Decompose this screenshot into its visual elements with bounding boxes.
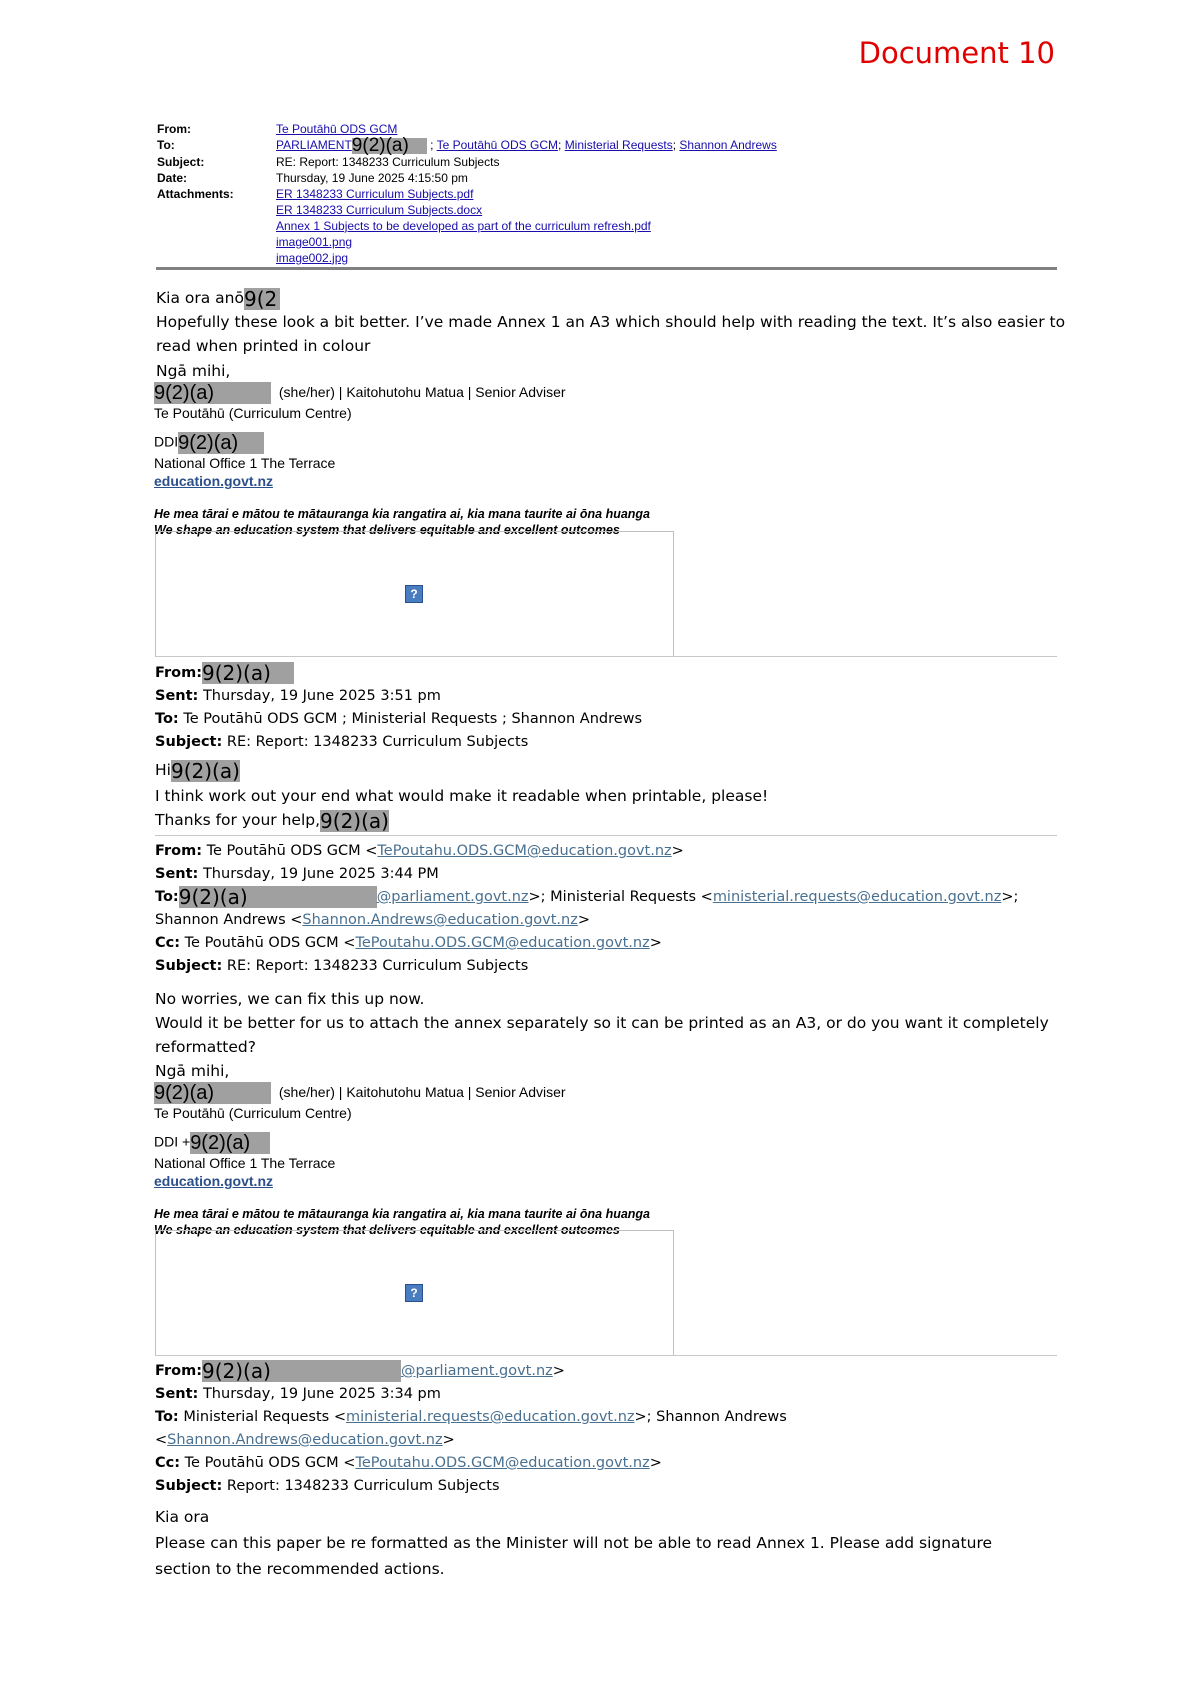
signature-block xyxy=(154,1082,714,1238)
header-divider xyxy=(156,267,1057,270)
broken-image-icon: ? xyxy=(405,1284,423,1302)
redaction: 9(2)(a) xyxy=(202,662,294,684)
date-value: Thursday, 19 June 2025 4:15:50 pm xyxy=(276,170,468,185)
sig-title: (she/her) | Kaitohutohu Matua | Senior Adviser xyxy=(278,383,566,400)
sent-label: Sent: xyxy=(155,866,199,882)
redaction: 9(2)(a) xyxy=(202,1360,401,1382)
sent-label: Sent: xyxy=(155,1386,199,1402)
to-label: To: xyxy=(155,711,179,727)
from-label: From: xyxy=(155,843,202,859)
email-header: From: Te Poutāhū ODS GCM To: PARLIAMENT9(2)(a) ; Te Poutāhū ODS GCM; Ministerial Requests; Shannon Andrews Subject: RE: Report: 1348233 Curriculum Subjects Date: Thursday, 19 June 2025 4:15:50 pm Attachments: ER 1348233 Curriculum Subjects.pdf ER 1348233 Curriculum Subjects.docx Annex 1 Subjects to be developed as part of the curriculum refresh.pdf image001.png image002.jpg xyxy=(157,122,777,265)
tagline-maori: He mea tārai e mātou te mātauranga kia rangatira ai, kia mana taurite ai ōna huanga xyxy=(154,1207,651,1221)
text: > xyxy=(442,1432,455,1448)
body-line: Thanks for your help, xyxy=(155,811,321,829)
attachment-link[interactable]: image001.png xyxy=(276,234,353,249)
message-divider xyxy=(155,835,1057,836)
to-label: To: xyxy=(155,889,179,905)
body-line: Please can this paper be re formatted as the Minister will not be able to read Annex 1. Please add signature xyxy=(155,1534,993,1552)
redaction: 9(2)(a) xyxy=(154,382,271,404)
attachment-link[interactable]: ER 1348233 Curriculum Subjects.pdf xyxy=(276,186,474,201)
subject-value: RE: Report: 1348233 Curriculum Subjects xyxy=(226,734,529,750)
text: >; Shannon Andrews xyxy=(634,1409,787,1425)
separator: ; xyxy=(430,138,434,152)
image-placeholder xyxy=(155,1230,674,1356)
site-link[interactable]: education.govt.nz xyxy=(154,1173,273,1189)
message-3-body xyxy=(155,987,1075,1083)
subject-label: Subject: xyxy=(155,958,223,974)
sig-office: National Office 1 The Terrace xyxy=(154,455,336,471)
sig-office: National Office 1 The Terrace xyxy=(154,1155,336,1171)
body-line: Would it be better for us to attach the annex separately so it can be printed as an A3, or do you want it completely xyxy=(155,1014,1049,1032)
message-3-header xyxy=(155,840,1075,978)
date-label: Date: xyxy=(157,170,188,185)
cc-label: Cc: xyxy=(155,935,181,951)
sent-value: Thursday, 19 June 2025 3:44 PM xyxy=(202,866,439,882)
text: < xyxy=(155,1432,168,1448)
redaction: 9(2)(a) xyxy=(170,758,240,783)
redaction: 9(2)(a) xyxy=(320,808,389,833)
tagline-maori: He mea tārai e mātou te mātauranga kia rangatira ai, kia mana taurite ai ōna huanga xyxy=(154,507,651,521)
subject-label: Subject: xyxy=(155,734,223,750)
greeting: Hi xyxy=(155,761,171,779)
body-line: reformatted? xyxy=(155,1038,256,1056)
email-link[interactable]: Shannon.Andrews@education.govt.nz xyxy=(167,1432,443,1448)
email-link[interactable]: TePoutahu.ODS.GCM@education.govt.nz xyxy=(377,843,672,859)
attachments-label: Attachments: xyxy=(157,186,234,201)
message-divider xyxy=(155,656,1057,657)
sent-label: Sent: xyxy=(155,688,199,704)
signature-block xyxy=(154,382,714,538)
text: >; Ministerial Requests < xyxy=(528,889,713,905)
text: > xyxy=(577,912,590,928)
sig-org: Te Poutāhū (Curriculum Centre) xyxy=(154,405,352,421)
from-value: Te Poutāhū ODS GCM < xyxy=(206,843,378,859)
greeting: Kia ora xyxy=(155,1508,210,1526)
text: > xyxy=(552,1363,565,1379)
to-link-3[interactable]: Shannon Andrews xyxy=(679,138,777,152)
sig-title: (she/her) | Kaitohutohu Matua | Senior Adviser xyxy=(278,1083,566,1100)
text: Ministerial Requests < xyxy=(183,1409,346,1425)
tagline-english: We shape an education system that delivers equitable and excellent outcomes xyxy=(154,523,620,537)
closing: Ngā mihi, xyxy=(155,1062,230,1080)
site-link[interactable]: education.govt.nz xyxy=(154,473,273,489)
message-1-body xyxy=(156,286,1076,383)
from-link[interactable]: Te Poutāhū ODS GCM xyxy=(276,122,398,136)
from-label: From: xyxy=(155,1363,202,1379)
body-line: I think work out your end what would make it readable when printable, please! xyxy=(155,787,769,805)
body-line: Hopefully these look a bit better. I’ve made Annex 1 an A3 which should help with reading the text. It’s also easier to xyxy=(156,313,1066,331)
redaction: 9(2)(a) xyxy=(154,1082,271,1104)
ddi-label: DDI + xyxy=(154,1133,191,1150)
cc-value: Te Poutāhū ODS GCM < xyxy=(184,935,356,951)
to-label: To: xyxy=(157,138,175,152)
redaction: 9(2)(a) xyxy=(352,138,427,154)
email-link[interactable]: ministerial.requests@education.govt.nz xyxy=(346,1409,635,1425)
message-4-header xyxy=(155,1360,1075,1498)
broken-image-icon: ? xyxy=(405,585,423,603)
image-placeholder xyxy=(155,531,674,657)
to-label: To: xyxy=(155,1409,179,1425)
text: >; xyxy=(1001,889,1019,905)
message-divider xyxy=(155,1355,1057,1356)
message-2-body xyxy=(155,758,1055,832)
email-link[interactable]: ministerial.requests@education.govt.nz xyxy=(712,889,1002,905)
message-4-body xyxy=(155,1504,1075,1582)
text: > xyxy=(649,935,662,951)
subject-value: Report: 1348233 Curriculum Subjects xyxy=(226,1478,500,1494)
email-link[interactable]: @parliament.govt.nz xyxy=(376,889,529,905)
closing: Ngā mihi, xyxy=(156,362,231,380)
email-link[interactable]: @parliament.govt.nz xyxy=(401,1363,553,1379)
body-line: section to the recommended actions. xyxy=(155,1560,445,1578)
subject-value: RE: Report: 1348233 Curriculum Subjects xyxy=(276,154,500,169)
subject-label: Subject: xyxy=(157,154,205,169)
subject-value: RE: Report: 1348233 Curriculum Subjects xyxy=(226,958,529,974)
from-label: From: xyxy=(157,122,191,136)
sent-value: Thursday, 19 June 2025 3:51 pm xyxy=(202,688,441,704)
to-link-1[interactable]: Te Poutāhū ODS GCM xyxy=(436,138,559,152)
message-2-header xyxy=(155,662,1055,754)
email-link[interactable]: Shannon.Andrews@education.govt.nz xyxy=(302,912,578,928)
email-link[interactable]: TePoutahu.ODS.GCM@education.govt.nz xyxy=(355,935,650,951)
attachment-link[interactable]: image002.jpg xyxy=(276,250,349,265)
text: > xyxy=(649,1455,662,1471)
greeting: Kia ora anō xyxy=(156,289,244,307)
tagline-english: We shape an education system that delivers equitable and excellent outcomes xyxy=(154,1223,620,1237)
body-line: No worries, we can fix this up now. xyxy=(155,990,425,1008)
text: Shannon Andrews < xyxy=(155,912,303,928)
attachment-link[interactable]: ER 1348233 Curriculum Subjects.docx xyxy=(276,202,483,217)
cc-label: Cc: xyxy=(155,1455,181,1471)
redaction: 9(2)(a) xyxy=(190,1132,270,1154)
subject-label: Subject: xyxy=(155,1478,223,1494)
sent-value: Thursday, 19 June 2025 3:34 pm xyxy=(202,1386,441,1402)
text: > xyxy=(671,843,684,859)
cc-value: Te Poutāhū ODS GCM < xyxy=(184,1455,356,1471)
to-link-2[interactable]: Ministerial Requests xyxy=(564,138,673,152)
to-value: Te Poutāhū ODS GCM ; Ministerial Requests ; Shannon Andrews xyxy=(183,711,643,727)
sig-org: Te Poutāhū (Curriculum Centre) xyxy=(154,1105,352,1121)
redaction: 9(2 xyxy=(244,288,280,310)
email-link[interactable]: TePoutahu.ODS.GCM@education.govt.nz xyxy=(355,1455,650,1471)
attachment-link[interactable]: Annex 1 Subjects to be developed as part of the curriculum refresh.pdf xyxy=(276,218,651,233)
from-label: From: xyxy=(155,665,202,681)
to-parliament-link[interactable]: PARLIAMENT xyxy=(276,138,352,152)
ddi-label: DDI xyxy=(154,433,179,450)
redaction: 9(2)(a) xyxy=(178,432,264,454)
document-label: Document 10 xyxy=(858,36,1055,70)
redaction: 9(2)(a) xyxy=(179,886,377,908)
body-line: read when printed in colour xyxy=(156,337,371,355)
